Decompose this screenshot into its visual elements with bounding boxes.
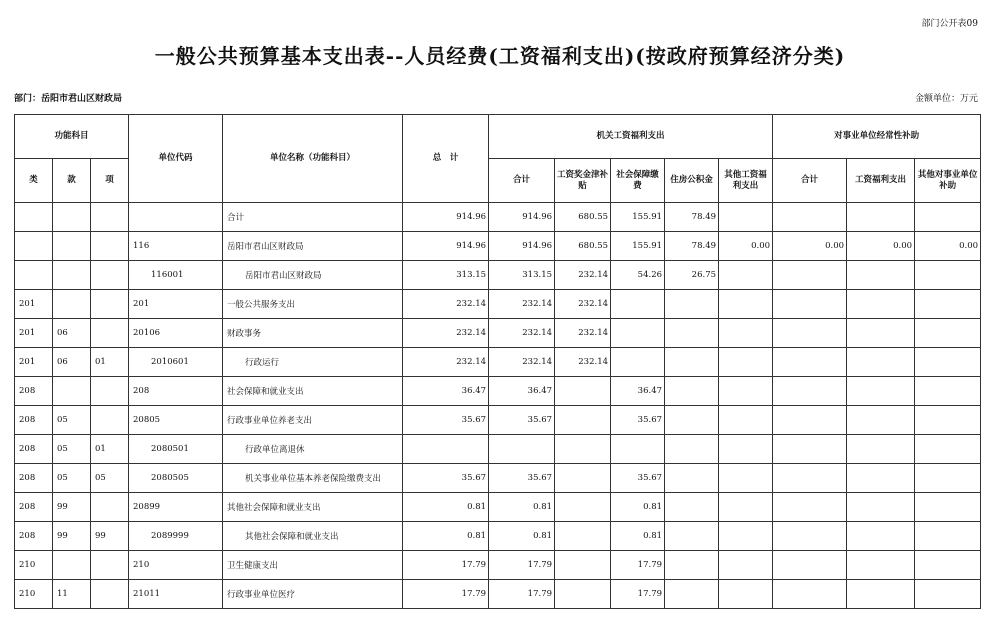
cell-total: 0.81 — [403, 493, 489, 522]
cell-xiang — [91, 406, 129, 435]
cell-kuan — [53, 290, 91, 319]
cell-sup-wage — [847, 522, 915, 551]
cell-unit-name: 社会保障和就业支出 — [223, 377, 403, 406]
cell-social: 155.91 — [611, 232, 665, 261]
table-row — [15, 493, 981, 522]
cell-salary — [555, 551, 611, 580]
cell-lei: 201 — [15, 319, 53, 348]
cell-social: 0.81 — [611, 522, 665, 551]
cell-unit-name: 行政运行 — [223, 348, 403, 377]
cell-sup-wage — [847, 551, 915, 580]
table-row — [15, 319, 981, 348]
cell-unit-name: 机关事业单位基本养老保险缴费支出 — [223, 464, 403, 493]
cell-sup-wage — [847, 261, 915, 290]
table-row — [15, 406, 981, 435]
cell-social: 155.91 — [611, 203, 665, 232]
cell-unit-code: 210 — [129, 551, 223, 580]
cell-unit-code: 2080501 — [129, 435, 223, 464]
cell-other-wage — [719, 406, 773, 435]
header-org-total: 合计 — [489, 159, 555, 203]
cell-unit-code: 2080505 — [129, 464, 223, 493]
cell-sup-wage — [847, 348, 915, 377]
cell-unit-name: 一般公共服务支出 — [223, 290, 403, 319]
cell-xiang — [91, 232, 129, 261]
cell-other-wage — [719, 464, 773, 493]
cell-social — [611, 319, 665, 348]
cell-other-wage — [719, 290, 773, 319]
cell-other-wage — [719, 348, 773, 377]
cell-sup-total — [773, 377, 847, 406]
cell-social: 17.79 — [611, 551, 665, 580]
header-housing: 住房公积金 — [665, 159, 719, 203]
table-row — [15, 261, 981, 290]
cell-social: 17.79 — [611, 580, 665, 609]
cell-other-wage — [719, 261, 773, 290]
cell-sup-total — [773, 406, 847, 435]
expenditure-table — [14, 114, 981, 609]
table-row — [15, 435, 981, 464]
cell-kuan — [53, 551, 91, 580]
cell-sup-other — [915, 464, 981, 493]
cell-lei: 201 — [15, 290, 53, 319]
cell-social — [611, 348, 665, 377]
cell-total: 232.14 — [403, 319, 489, 348]
cell-unit-name: 财政事务 — [223, 319, 403, 348]
cell-xiang — [91, 261, 129, 290]
cell-salary: 680.55 — [555, 203, 611, 232]
cell-sup-wage — [847, 377, 915, 406]
header-kuan: 款 — [53, 159, 91, 203]
cell-org-total: 17.79 — [489, 551, 555, 580]
cell-salary — [555, 580, 611, 609]
cell-org-total: 17.79 — [489, 580, 555, 609]
cell-kuan: 99 — [53, 522, 91, 551]
cell-sup-total — [773, 493, 847, 522]
table-body — [15, 203, 981, 609]
cell-sup-other — [915, 435, 981, 464]
header-social: 社会保障缴费 — [611, 159, 665, 203]
cell-kuan — [53, 232, 91, 261]
cell-org-total: 35.67 — [489, 406, 555, 435]
cell-salary: 232.14 — [555, 348, 611, 377]
cell-xiang: 05 — [91, 464, 129, 493]
cell-sup-total — [773, 348, 847, 377]
header-xiang: 项 — [91, 159, 129, 203]
cell-housing: 78.49 — [665, 203, 719, 232]
table-row — [15, 551, 981, 580]
cell-lei: 208 — [15, 522, 53, 551]
cell-sup-other — [915, 493, 981, 522]
cell-org-total: 35.67 — [489, 464, 555, 493]
cell-kuan: 05 — [53, 406, 91, 435]
cell-other-wage — [719, 522, 773, 551]
header-sup-total: 合计 — [773, 159, 847, 203]
cell-sup-other — [915, 348, 981, 377]
cell-sup-other — [915, 319, 981, 348]
cell-unit-code: 20805 — [129, 406, 223, 435]
cell-xiang — [91, 319, 129, 348]
cell-org-total — [489, 435, 555, 464]
cell-unit-code: 20899 — [129, 493, 223, 522]
cell-sup-other — [915, 551, 981, 580]
cell-lei: 210 — [15, 551, 53, 580]
header-sup-other: 其他对事业单位补助 — [915, 159, 981, 203]
cell-sup-wage — [847, 290, 915, 319]
cell-unit-code: 21011 — [129, 580, 223, 609]
cell-sup-total — [773, 522, 847, 551]
cell-unit-name: 行政事业单位养老支出 — [223, 406, 403, 435]
cell-unit-name: 行政事业单位医疗 — [223, 580, 403, 609]
cell-org-total: 0.81 — [489, 493, 555, 522]
cell-kuan: 05 — [53, 435, 91, 464]
cell-sup-other — [915, 522, 981, 551]
table-row — [15, 522, 981, 551]
cell-xiang — [91, 290, 129, 319]
cell-housing: 78.49 — [665, 232, 719, 261]
cell-sup-total — [773, 551, 847, 580]
cell-salary — [555, 435, 611, 464]
cell-kuan: 05 — [53, 464, 91, 493]
cell-social: 0.81 — [611, 493, 665, 522]
cell-housing — [665, 522, 719, 551]
cell-lei — [15, 232, 53, 261]
cell-housing — [665, 406, 719, 435]
cell-org-total: 0.81 — [489, 522, 555, 551]
cell-org-total: 232.14 — [489, 348, 555, 377]
page-title: 一般公共预算基本支出表--人员经费(工资福利支出)(按政府预算经济分类) — [154, 44, 846, 68]
cell-housing — [665, 377, 719, 406]
cell-housing — [665, 551, 719, 580]
cell-xiang — [91, 493, 129, 522]
cell-lei: 208 — [15, 493, 53, 522]
cell-lei — [15, 203, 53, 232]
table-row — [15, 348, 981, 377]
cell-unit-name: 岳阳市君山区财政局 — [223, 232, 403, 261]
cell-salary — [555, 522, 611, 551]
cell-unit-name: 卫生健康支出 — [223, 551, 403, 580]
cell-sup-other — [915, 261, 981, 290]
cell-other-wage: 0.00 — [719, 232, 773, 261]
cell-salary: 232.14 — [555, 319, 611, 348]
cell-org-total: 313.15 — [489, 261, 555, 290]
cell-unit-code: 2010601 — [129, 348, 223, 377]
cell-kuan: 99 — [53, 493, 91, 522]
cell-xiang: 99 — [91, 522, 129, 551]
cell-total — [403, 435, 489, 464]
cell-org-total: 36.47 — [489, 377, 555, 406]
cell-kuan: 06 — [53, 319, 91, 348]
cell-housing: 26.75 — [665, 261, 719, 290]
cell-lei: 208 — [15, 377, 53, 406]
cell-kuan: 11 — [53, 580, 91, 609]
cell-unit-name: 合计 — [223, 203, 403, 232]
cell-housing — [665, 319, 719, 348]
cell-salary — [555, 493, 611, 522]
header-func-subject: 功能科目 — [15, 115, 129, 159]
cell-org-total: 914.96 — [489, 203, 555, 232]
header-unit-code: 单位代码 — [129, 115, 223, 203]
cell-sup-total — [773, 290, 847, 319]
unit-label: 金额单位：万元 — [914, 94, 978, 104]
cell-housing — [665, 493, 719, 522]
cell-housing — [665, 435, 719, 464]
cell-xiang: 01 — [91, 348, 129, 377]
cell-sup-other — [915, 580, 981, 609]
cell-xiang — [91, 203, 129, 232]
cell-sup-wage — [847, 203, 915, 232]
cell-sup-wage — [847, 580, 915, 609]
cell-sup-wage — [847, 319, 915, 348]
cell-sup-other — [915, 377, 981, 406]
cell-housing — [665, 348, 719, 377]
cell-unit-name: 其他社会保障和就业支出 — [223, 522, 403, 551]
cell-sup-wage — [847, 464, 915, 493]
cell-xiang: 01 — [91, 435, 129, 464]
header-other-wage: 其他工资福利支出 — [719, 159, 773, 203]
cell-total: 35.67 — [403, 464, 489, 493]
cell-unit-code: 201 — [129, 290, 223, 319]
cell-sup-other — [915, 406, 981, 435]
cell-sup-other — [915, 203, 981, 232]
cell-other-wage — [719, 319, 773, 348]
cell-salary: 232.14 — [555, 290, 611, 319]
cell-sup-total — [773, 435, 847, 464]
table-row — [15, 377, 981, 406]
header-total: 总 计 — [403, 115, 489, 203]
cell-housing — [665, 290, 719, 319]
cell-unit-name: 岳阳市君山区财政局 — [223, 261, 403, 290]
cell-unit-code: 20106 — [129, 319, 223, 348]
cell-unit-code: 116001 — [129, 261, 223, 290]
cell-other-wage — [719, 377, 773, 406]
cell-unit-name: 行政单位离退休 — [223, 435, 403, 464]
header-unit-name: 单位名称（功能科目） — [223, 115, 403, 203]
cell-org-total: 232.14 — [489, 319, 555, 348]
cell-unit-code: 2089999 — [129, 522, 223, 551]
cell-social: 36.47 — [611, 377, 665, 406]
cell-org-total: 914.96 — [489, 232, 555, 261]
table-row — [15, 464, 981, 493]
table-row — [15, 203, 981, 232]
cell-salary: 680.55 — [555, 232, 611, 261]
cell-lei: 201 — [15, 348, 53, 377]
cell-sup-total — [773, 203, 847, 232]
cell-unit-name: 其他社会保障和就业支出 — [223, 493, 403, 522]
cell-sup-wage — [847, 493, 915, 522]
cell-social: 54.26 — [611, 261, 665, 290]
table-row — [15, 232, 981, 261]
cell-lei: 208 — [15, 435, 53, 464]
cell-total: 0.81 — [403, 522, 489, 551]
cell-org-total: 232.14 — [489, 290, 555, 319]
cell-kuan — [53, 377, 91, 406]
cell-total: 914.96 — [403, 203, 489, 232]
cell-other-wage — [719, 203, 773, 232]
table-number-label: 部门公开表09 — [921, 19, 978, 29]
cell-social — [611, 290, 665, 319]
table-row — [15, 580, 981, 609]
department-label: 部门：岳阳市君山区财政局 — [14, 94, 123, 104]
cell-xiang — [91, 377, 129, 406]
cell-total: 17.79 — [403, 551, 489, 580]
header-sup-wage: 工资福利支出 — [847, 159, 915, 203]
cell-lei: 208 — [15, 406, 53, 435]
header-salary: 工资奖金津补贴 — [555, 159, 611, 203]
cell-salary — [555, 464, 611, 493]
cell-salary: 232.14 — [555, 261, 611, 290]
cell-total: 35.67 — [403, 406, 489, 435]
cell-other-wage — [719, 493, 773, 522]
cell-housing — [665, 464, 719, 493]
cell-lei: 208 — [15, 464, 53, 493]
cell-unit-code — [129, 203, 223, 232]
cell-xiang — [91, 580, 129, 609]
cell-other-wage — [719, 551, 773, 580]
cell-sup-total — [773, 580, 847, 609]
cell-unit-code: 208 — [129, 377, 223, 406]
cell-total: 17.79 — [403, 580, 489, 609]
cell-other-wage — [719, 580, 773, 609]
cell-sup-total — [773, 464, 847, 493]
header-lei: 类 — [15, 159, 53, 203]
cell-sup-wage: 0.00 — [847, 232, 915, 261]
cell-sup-wage — [847, 435, 915, 464]
cell-xiang — [91, 551, 129, 580]
cell-kuan: 06 — [53, 348, 91, 377]
cell-sup-wage — [847, 406, 915, 435]
cell-other-wage — [719, 435, 773, 464]
table-row — [15, 290, 981, 319]
cell-housing — [665, 580, 719, 609]
cell-lei: 210 — [15, 580, 53, 609]
cell-sup-total — [773, 319, 847, 348]
cell-lei — [15, 261, 53, 290]
cell-social: 35.67 — [611, 464, 665, 493]
cell-kuan — [53, 203, 91, 232]
cell-social — [611, 435, 665, 464]
cell-total: 313.15 — [403, 261, 489, 290]
cell-unit-code: 116 — [129, 232, 223, 261]
header-group-support: 对事业单位经常性补助 — [773, 115, 981, 159]
cell-social: 35.67 — [611, 406, 665, 435]
cell-total: 232.14 — [403, 290, 489, 319]
cell-sup-total — [773, 261, 847, 290]
cell-sup-total: 0.00 — [773, 232, 847, 261]
cell-total: 36.47 — [403, 377, 489, 406]
cell-kuan — [53, 261, 91, 290]
cell-salary — [555, 377, 611, 406]
header-group-org: 机关工资福利支出 — [489, 115, 773, 159]
cell-sup-other: 0.00 — [915, 232, 981, 261]
cell-sup-other — [915, 290, 981, 319]
cell-total: 914.96 — [403, 232, 489, 261]
cell-total: 232.14 — [403, 348, 489, 377]
cell-salary — [555, 406, 611, 435]
